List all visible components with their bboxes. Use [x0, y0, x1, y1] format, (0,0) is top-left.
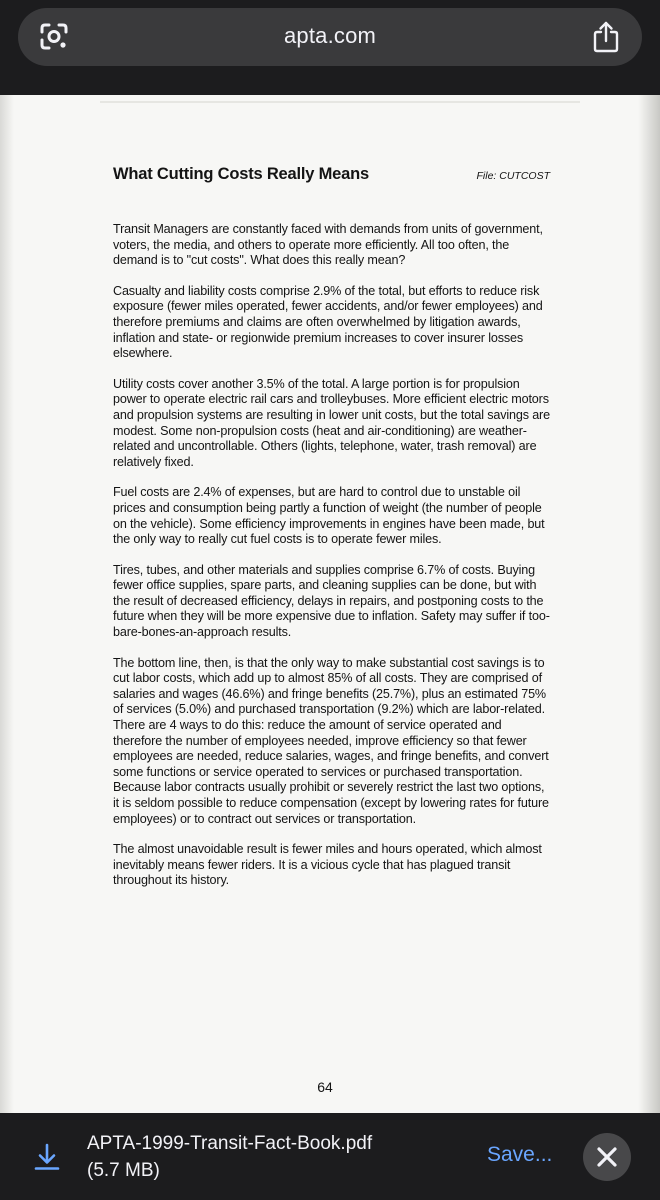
paragraph-casualty: Casualty and liability costs comprise 2.9% of the total, but efforts to reduce risk exposure (fewer miles operated, fewer accidents, and/or fewer employees) and therefore premiums and claims are often overwhelmed by litigation awards, inflation and state- or regionwide premium increases to cover insurer losses elsewhere.: [113, 283, 543, 361]
paragraph-utility: Utility costs cover another 3.5% of the total. A large portion is for propulsion power to operate electric rail cars and trolleybuses. More efficient electric motors and propulsion systems are resulting in lower unit costs, but the total savings are modest. Some non-propulsion costs (heat and air-conditioning) are weather-related and uncontrollable. Others (lights, telephone, water, trash removal) are relatively fixed.: [113, 376, 550, 469]
download-file-info: [87, 1130, 372, 1184]
share-icon[interactable]: [592, 21, 620, 53]
url-text[interactable]: apta.com: [283, 23, 377, 48]
close-icon: [596, 1146, 618, 1168]
document-body: [113, 165, 550, 889]
paragraph-labor: The bottom line, then, is that the only way to make substantial cost savings is to cut labor costs, which add up to almost 85% of all costs. They are comprised of salaries and wages (46.6%) and fringe benefits (25.7%), plus an estimated 75% of services (5.0%) and purchased transportation (9.2%) which are labor-related. There are 4 ways to do this: reduce the amount of service operated and therefore the number of employees needed, improve efficiency so that fewer employees are needed, reduce salaries, wages, and fringe benefits, and convert some functions or service operated to services or purchased transportation. Because labor contracts usually prohibit or severely restrict the last two options, it is seldom possible to reduce compensation (except by lowering rates for future employees) or to contract out services or transportation.: [113, 655, 549, 826]
browser-top-bar: [0, 0, 660, 95]
page-number-text: 64: [317, 1079, 333, 1095]
download-file-name: APTA-1999-Transit-Fact-Book.pdf: [87, 1133, 373, 1154]
page-number: [0, 1079, 660, 1095]
scan-artifact: [100, 101, 580, 103]
paragraph-intro: Transit Managers are constantly faced with demands from units of government, voters, the media, and others to operate more efficiently. All too often, the demand is to "cut costs". What does this really mean?: [113, 222, 543, 268]
save-button[interactable]: Save...: [487, 1143, 553, 1166]
address-bar[interactable]: [18, 8, 642, 66]
close-download-button[interactable]: [583, 1133, 631, 1181]
document-title: What Cutting Costs Really Means: [113, 165, 369, 183]
paragraph-conclusion: The almost unavoidable result is fewer miles and hours operated, which almost inevitably means fewer riders. It is a vicious cycle that has plagued transit throughout its history.: [113, 842, 542, 888]
file-reference: File: CUTCOST: [476, 170, 550, 182]
paragraph-materials: Tires, tubes, and other materials and supplies comprise 6.7% of costs. Buying fewer office supplies, spare parts, and cleaning supplies can be done, but with the result of decreased efficiency, delays in repairs, and postponing costs to the future when they will be more expensive due to inflation. Safety may suffer if too-bare-bones-an-approach results.: [113, 562, 550, 640]
download-icon: [33, 1143, 61, 1171]
title-row: [113, 165, 550, 195]
download-bar: [0, 1113, 660, 1200]
download-file-size: (5.7 MB): [87, 1160, 160, 1181]
pdf-page[interactable]: [0, 95, 660, 1113]
paragraph-fuel: Fuel costs are 2.4% of expenses, but are hard to control due to unstable oil prices and consumption being partly a function of weight (the number of people on the vehicle). Some efficiency improvements in engines have been made, but the only way to really cut fuel costs is to operate fewer miles.: [113, 485, 545, 547]
